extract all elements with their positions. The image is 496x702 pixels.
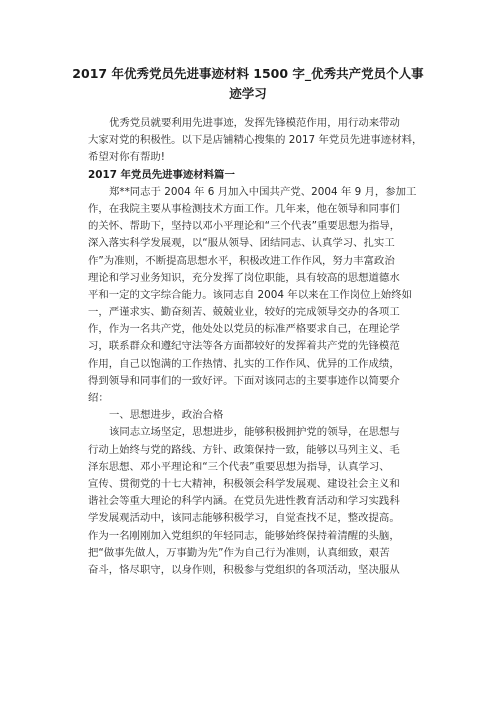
body-text-line: 作，作为一名共产党，他处处以党员的标准严格要求自己，在理论学 (88, 323, 400, 336)
document-title (60, 64, 436, 104)
body-text-line: 一、思想进步，政治合格 (109, 409, 224, 422)
body-text-line: 作为一名刚刚加入党组织的年轻同志，能够始终保持着清醒的头脑， (88, 529, 400, 542)
body-text-line: 的关怀、帮助下，坚持以邓小平理论和“三个代表”重要思想为指导， (88, 220, 401, 233)
body-text-line: 作用，自己以饱满的工作热情、扎实的工作作风、优异的工作成绩， (88, 357, 400, 370)
body-text-line: 学发展观活动中，该同志能够积极学习，自觉查找不足，整改提高。 (88, 512, 400, 525)
document-body (88, 115, 424, 579)
body-text-line: 泽东思想、邓小平理论和“三个代表”重要思想为指导，认真学习、 (88, 460, 390, 473)
body-text-line: 大家对党的积极性。以下是店铺精心搜集的 2017 年党员先进事迹材料， (88, 134, 423, 147)
body-text-line: 谐社会等重大理论的科学内涵。在党员先进性教育活动和学习实践科 (88, 495, 400, 508)
body-text-line: 作”为准则，不断提高思想水平，积极改进工作作风，努力丰富政治 (88, 254, 395, 267)
body-text-line: 一，严谨求实、勤奋刻苦、兢兢业业，较好的完成领导交办的各项工 (88, 306, 400, 319)
title-line: 迹学习 (229, 86, 267, 101)
body-text-line: 平和一定的文字综合能力。该同志自 2004 年以来在工作岗位上始终如 (88, 288, 412, 301)
body-text-line: 宣传、贯彻党的十七大精神，积极领会科学发展观、建设社会主义和 (88, 477, 400, 490)
body-text-line: 作，在我院主要从事检测技术方面工作。几年来，他在领导和同事们 (88, 202, 400, 215)
body-text-line: 把“做事先做人，万事勤为先”作为自己行为准则，认真细致，艰苦 (88, 546, 390, 559)
body-text-line: 该同志立场坚定，思想进步，能够积极拥护党的领导，在思想与 (109, 426, 400, 439)
body-text-line: 行动上始终与党的路线、方针、政策保持一致，能够以马列主义、毛 (88, 443, 400, 456)
body-text-line: 习，联系群众和遵纪守法等各方面都较好的发挥着共产党的先锋模范 (88, 340, 400, 353)
title-line: 2017 年优秀党员先进事迹材料 1500 字_优秀共产党员个人事 (72, 66, 424, 81)
body-text-line: 希望对你有帮助! (88, 151, 165, 164)
body-text-line: 深入落实科学发展观，以“服从领导、团结同志、认真学习、扎实工 (88, 237, 395, 250)
body-text-line: 绍： (88, 392, 109, 404)
body-text-line: 奋斗，恪尽职守，以身作则，积极参与党组织的各项活动，坚决服从 (88, 563, 400, 576)
section-heading-line: 2017 年党员先进事迹材料篇一 (88, 168, 235, 181)
body-text-line: 优秀党员就要利用先进事迹，发挥先锋模范作用，用行动来带动 (109, 117, 400, 129)
body-text-line: 郑**同志于 2004 年 6 月加入中国共产党、2004 年 9 月，参加工 (109, 185, 417, 198)
body-text-line: 理论和学习业务知识，充分发挥了岗位职能，具有较高的思想道德水 (88, 271, 400, 284)
body-text-line: 得到领导和同事们的一致好评。下面对该同志的主要事迹作以简要介 (88, 374, 400, 387)
